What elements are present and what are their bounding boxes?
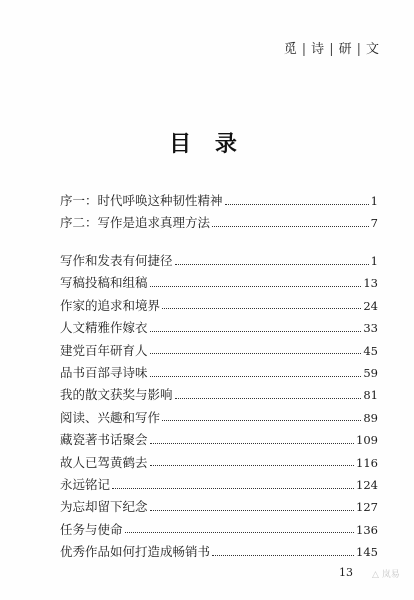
toc-entry-title: 我的散文获奖与影响 [60,387,173,403]
dot-leader [162,420,361,421]
dot-leader [212,226,369,227]
toc-entry-title: 品书百部寻诗味 [60,364,148,380]
watermark: △ 岚易 [372,570,400,580]
toc-page-number: 127 [356,500,378,515]
dot-leader [175,398,362,399]
toc-entry-title: 写作和发表有何捷径 [60,253,173,268]
toc-page-number: 116 [356,455,378,470]
toc-row [60,190,378,212]
running-head-char: 诗 [311,42,326,57]
running-head-separator: | [301,42,308,57]
toc-row [60,519,378,541]
toc-entry-title: 藏瓷著书话聚会 [60,432,148,448]
toc-page-number: 1 [370,254,378,268]
toc-page-number: 1 [370,194,378,208]
toc-entry-title: 建党百年研育人 [60,342,148,358]
running-head-char: 文 [365,42,380,57]
dot-leader [175,264,369,265]
dot-leader [150,376,362,377]
dot-leader [150,510,355,511]
toc-row [60,272,378,294]
toc-row [60,362,378,384]
dot-leader [125,532,355,533]
page-title: 目 录 [169,131,245,157]
toc-entry-title: 人文精雅作嫁衣 [60,320,148,336]
toc-row [60,474,378,496]
toc-entry-title: 作家的追求和境界 [60,297,161,313]
running-head-char: 研 [338,42,353,57]
toc-row [60,407,378,429]
toc-page-number: 7 [370,216,378,231]
toc-page-number: 45 [363,343,378,358]
toc-entry-title: 序二：写作是追求真理方法 [60,215,211,231]
toc-page-number: 59 [363,365,378,380]
dot-leader [225,204,369,205]
dot-leader [212,555,354,556]
toc-page-number: 145 [356,545,378,560]
toc-page-number: 81 [363,388,378,403]
toc-page-number: 13 [363,276,378,291]
toc-entry-title: 为忘却留下纪念 [60,499,148,515]
toc-entry-title: 优秀作品如何打造成畅销书 [60,544,211,560]
dot-leader [150,353,362,354]
toc-entry-title: 阅读、兴趣和写作 [60,409,161,425]
toc-entries [60,250,378,563]
toc-row [60,429,378,451]
toc-page-number: 89 [363,410,378,425]
dot-leader [150,465,355,466]
running-head-char: 觅 [283,42,298,57]
toc-row [60,496,378,518]
running-head-separator: | [329,42,335,57]
dot-leader [150,331,362,332]
toc-entry-title: 任务与使命 [60,521,123,537]
toc-entry-title: 写稿投稿和组稿 [60,275,148,291]
toc-page-number: 33 [363,321,378,336]
dot-leader [162,308,361,309]
toc-row [60,384,378,406]
toc-row [60,452,378,474]
toc-page-number: 136 [356,522,378,537]
toc-page-number: 109 [356,433,378,448]
toc-entry-title: 序一：时代呼唤这种韧性精神 [60,193,223,208]
running-head [284,38,380,57]
running-head-separator: | [356,42,362,57]
page-number: 13 [339,566,353,579]
toc-page-number: 24 [363,298,378,313]
toc-entry-title: 故人已驾黄鹤去 [60,454,148,470]
toc-row [60,250,378,272]
toc-prefaces [60,190,378,235]
toc-row [60,295,378,317]
toc-entry-title: 永远铭记 [60,476,111,492]
toc-row [60,212,378,234]
dot-leader [150,286,362,287]
toc-row [60,340,378,362]
toc-row [60,541,378,563]
dot-leader [112,488,354,489]
toc-row [60,317,378,339]
toc-page-number: 124 [356,477,378,492]
dot-leader [150,443,355,444]
